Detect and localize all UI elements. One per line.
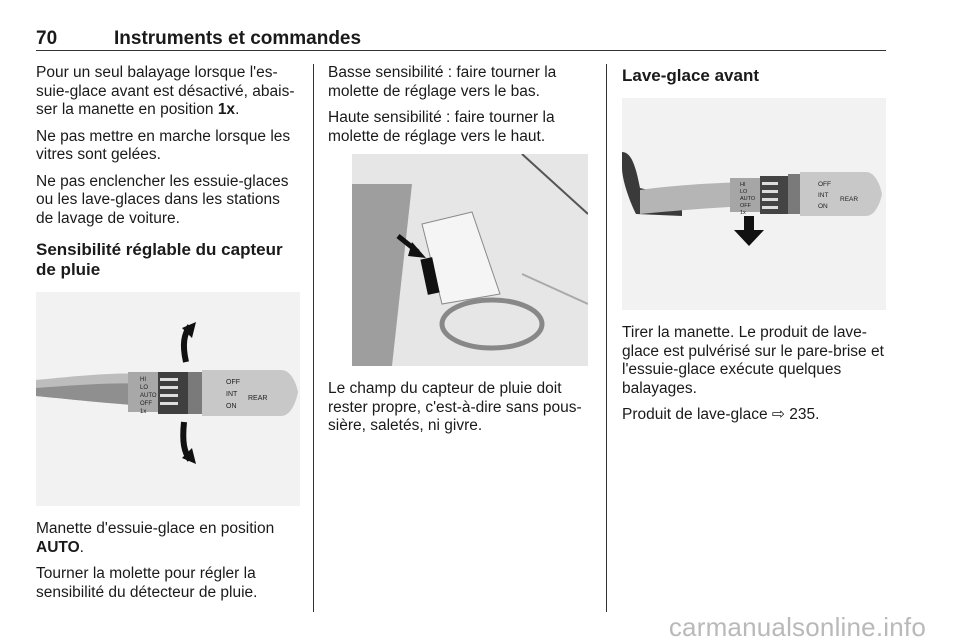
label-rear: REAR <box>248 395 268 402</box>
label-lo: LO <box>740 189 748 195</box>
paragraph-low-sensitivity: Basse sensibilité : faire tourner la molette de réglage vers le bas. <box>328 64 557 100</box>
washer-stalk-illustration <box>622 98 886 310</box>
paragraph-single-wipe: Pour un seul balayage lorsque l'essuie-glace avant est désactivé, abaisser la manette en position 1x. <box>36 64 295 118</box>
heading-front-washer: Lave-glace avant <box>622 66 760 85</box>
label-rear: REAR <box>840 196 859 203</box>
paragraph-pull-stalk: Tirer la manette. Le produit de lave-glace est pulvérisé sur le pare-brise et l'essuie-glace exécute quelques balayages. <box>622 324 884 397</box>
figure-caption-auto: Manette d'essuie-glace en position AUTO. <box>36 520 275 556</box>
label-1x: 1x <box>140 409 147 415</box>
label-hi: HI <box>140 377 146 383</box>
label-rear-on: ON <box>226 403 237 410</box>
rain-sensor-illustration <box>352 154 588 366</box>
label-rear-on: ON <box>818 203 828 210</box>
pull-arrow-head-icon <box>734 230 764 246</box>
pull-arrow-shaft-icon <box>744 216 754 232</box>
page-number: 70 <box>36 28 58 49</box>
position-1x: 1x <box>217 101 236 118</box>
column-3 <box>622 64 888 433</box>
column-1 <box>36 64 300 610</box>
heading-rain-sensor: Sensibilité réglable du capteur de pluie <box>36 240 283 279</box>
label-rear-int: INT <box>818 192 829 199</box>
page-reference-arrow-icon: ⇨ <box>771 406 785 423</box>
paragraph-turn-dial: Tourner la molette pour régler la sensibilité du détecteur de pluie. <box>36 565 258 601</box>
label-1x: 1x <box>740 210 746 216</box>
header-divider <box>36 50 886 51</box>
column-2 <box>328 64 592 444</box>
label-off: OFF <box>140 401 152 407</box>
column-divider-1 <box>313 64 314 612</box>
page-reference-link[interactable]: 235. <box>784 406 820 423</box>
paragraph-car-wash-warning: Ne pas enclencher les essuie-glaces ou les lave-glaces dans les stations de lavage de voiture. <box>36 172 289 227</box>
label-auto: AUTO <box>740 196 756 202</box>
label-rear-int: INT <box>226 391 238 398</box>
chapter-title: Instruments et commandes <box>114 28 362 49</box>
watermark: carmanualsonline.info <box>668 612 926 642</box>
label-rear-off: OFF <box>226 379 240 386</box>
label-auto: AUTO <box>140 393 157 399</box>
paragraph-keep-clean: Le champ du capteur de pluie doit rester propre, c'est-à-dire sans poussière, saletés, ni givre. <box>328 380 582 434</box>
label-lo: LO <box>140 385 149 391</box>
label-hi: HI <box>740 182 746 188</box>
paragraph-frozen-warning: Ne pas mettre en marche lorsque les vitres sont gelées. <box>36 127 291 163</box>
column-divider-2 <box>606 64 607 612</box>
wiper-stalk-illustration <box>36 292 300 506</box>
paragraph-washer-fluid-ref: Produit de lave-glace ⇨ 235. <box>622 406 820 423</box>
label-off: OFF <box>740 203 751 209</box>
label-rear-off: OFF <box>818 181 831 188</box>
paragraph-high-sensitivity: Haute sensibilité : faire tourner la molette de réglage vers le haut. <box>328 109 555 145</box>
